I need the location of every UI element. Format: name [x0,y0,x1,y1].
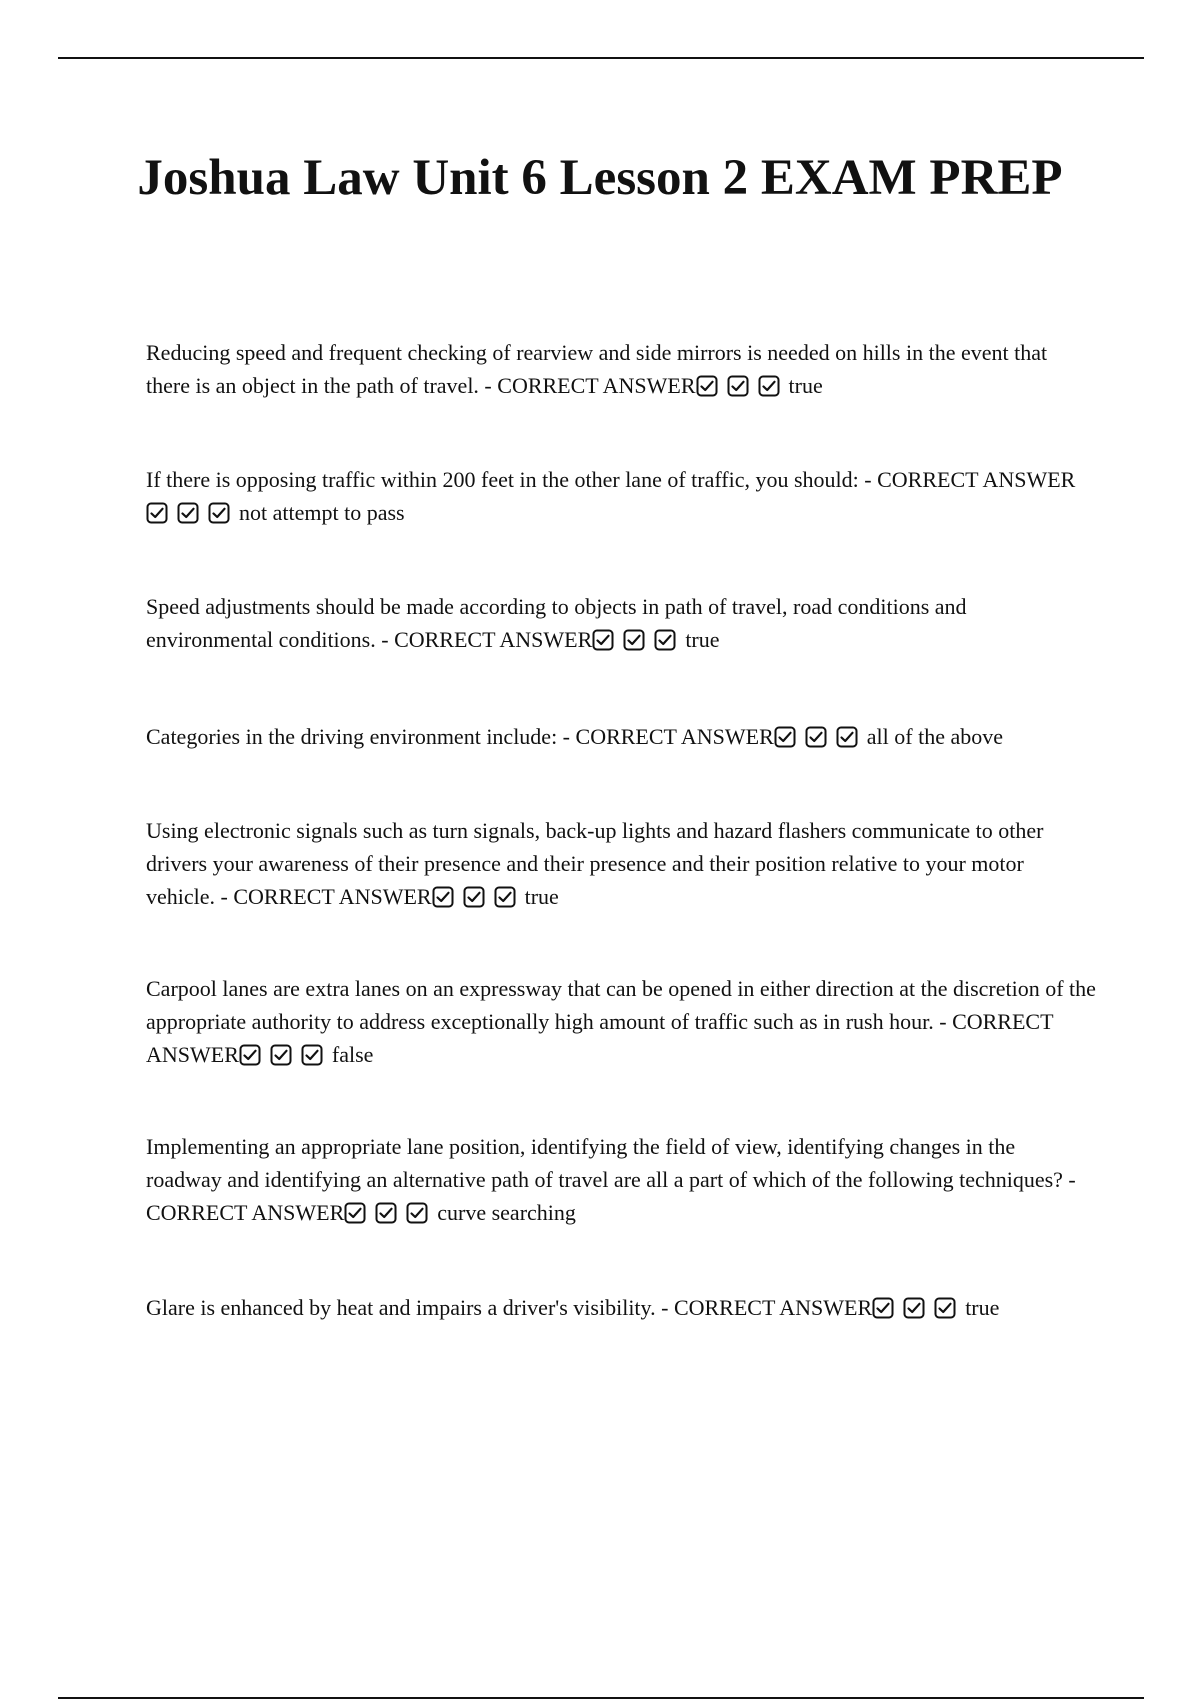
answer-label: CORRECT ANSWER [233,884,432,909]
answer-label: CORRECT ANSWER [497,373,696,398]
answer-label: CORRECT ANSWER [673,1295,873,1320]
check-box-icon [903,1297,925,1319]
answer-label: CORRECT ANSWER [146,1009,1054,1067]
check-box-icon [406,1202,428,1224]
answer-label: CORRECT ANSWER [877,467,1076,492]
top-rule [58,57,1144,59]
answer-checks [872,1291,999,1324]
check-box-icon [623,629,645,651]
check-box-icon [301,1044,323,1066]
check-box-icon [375,1202,397,1224]
answer-text: curve searching [437,1200,576,1225]
check-box-icon [654,629,676,651]
qa-item [146,1291,1096,1324]
check-box-icon [592,629,614,651]
check-box-icon [836,726,858,748]
check-box-icon [727,375,749,397]
answer-checks [146,496,405,529]
question-text: If there is opposing traffic within 200 feet in the other lane of traffic, you should: - [146,467,878,492]
qa-item [146,972,1096,1071]
answer-text: true [788,373,823,398]
answer-text: true [685,627,720,652]
check-box-icon [344,1202,366,1224]
question-text: Implementing an appropriate lane position, identifying the field of view, identifying changes in the roadway and identifying an alternative path of travel are all a part of which of the following techniques? - [146,1134,1076,1192]
check-box-icon [177,502,199,524]
answer-checks [696,369,823,402]
check-box-icon [696,375,718,397]
answer-checks [344,1196,576,1229]
question-text: Using electronic signals such as turn signals, back-up lights and hazard flashers communicate to other drivers your awareness of their presence and their presence and their position relative to your motor vehicle. - [146,818,1044,909]
answer-checks [592,623,719,656]
answer-text: true [524,884,559,909]
qa-item [146,1130,1096,1229]
check-box-icon [146,502,168,524]
qa-item [146,336,1096,402]
answer-text: true [965,1295,1000,1320]
question-text: Carpool lanes are extra lanes on an expressway that can be opened in either direction at the discretion of the appropriate authority to address exceptionally high amount of traffic such as in rush hour. - [146,976,1096,1034]
qa-item [146,814,1096,913]
answer-label: CORRECT ANSWER [575,724,774,749]
answer-checks [774,720,1003,753]
qa-item [146,720,1096,753]
question-text: Speed adjustments should be made according to objects in path of travel, road conditions and environmental conditions. - [146,594,967,652]
answer-text: false [331,1042,374,1067]
check-box-icon [239,1044,261,1066]
answer-checks [239,1038,374,1071]
answer-text: not attempt to pass [239,500,405,525]
question-text: Categories in the driving environment include: - [146,724,576,749]
check-box-icon [208,502,230,524]
question-text: Glare is enhanced by heat and impairs a driver's visibility. - [146,1295,674,1320]
check-box-icon [494,886,516,908]
answer-label: CORRECT ANSWER [394,627,593,652]
page-title: Joshua Law Unit 6 Lesson 2 EXAM PREP [137,150,1063,206]
check-box-icon [934,1297,956,1319]
check-box-icon [463,886,485,908]
qa-item [146,463,1096,529]
check-box-icon [758,375,780,397]
answer-text: all of the above [866,724,1003,749]
check-box-icon [872,1297,894,1319]
check-box-icon [805,726,827,748]
check-box-icon [432,886,454,908]
bottom-rule [58,1697,1144,1699]
question-text: Reducing speed and frequent checking of rearview and side mirrors is needed on hills in the event that there is an object in the path of travel. - [146,340,1048,398]
check-box-icon [774,726,796,748]
qa-item [146,590,1096,656]
answer-label: CORRECT ANSWER [146,1200,345,1225]
answer-checks [432,880,559,913]
check-box-icon [270,1044,292,1066]
